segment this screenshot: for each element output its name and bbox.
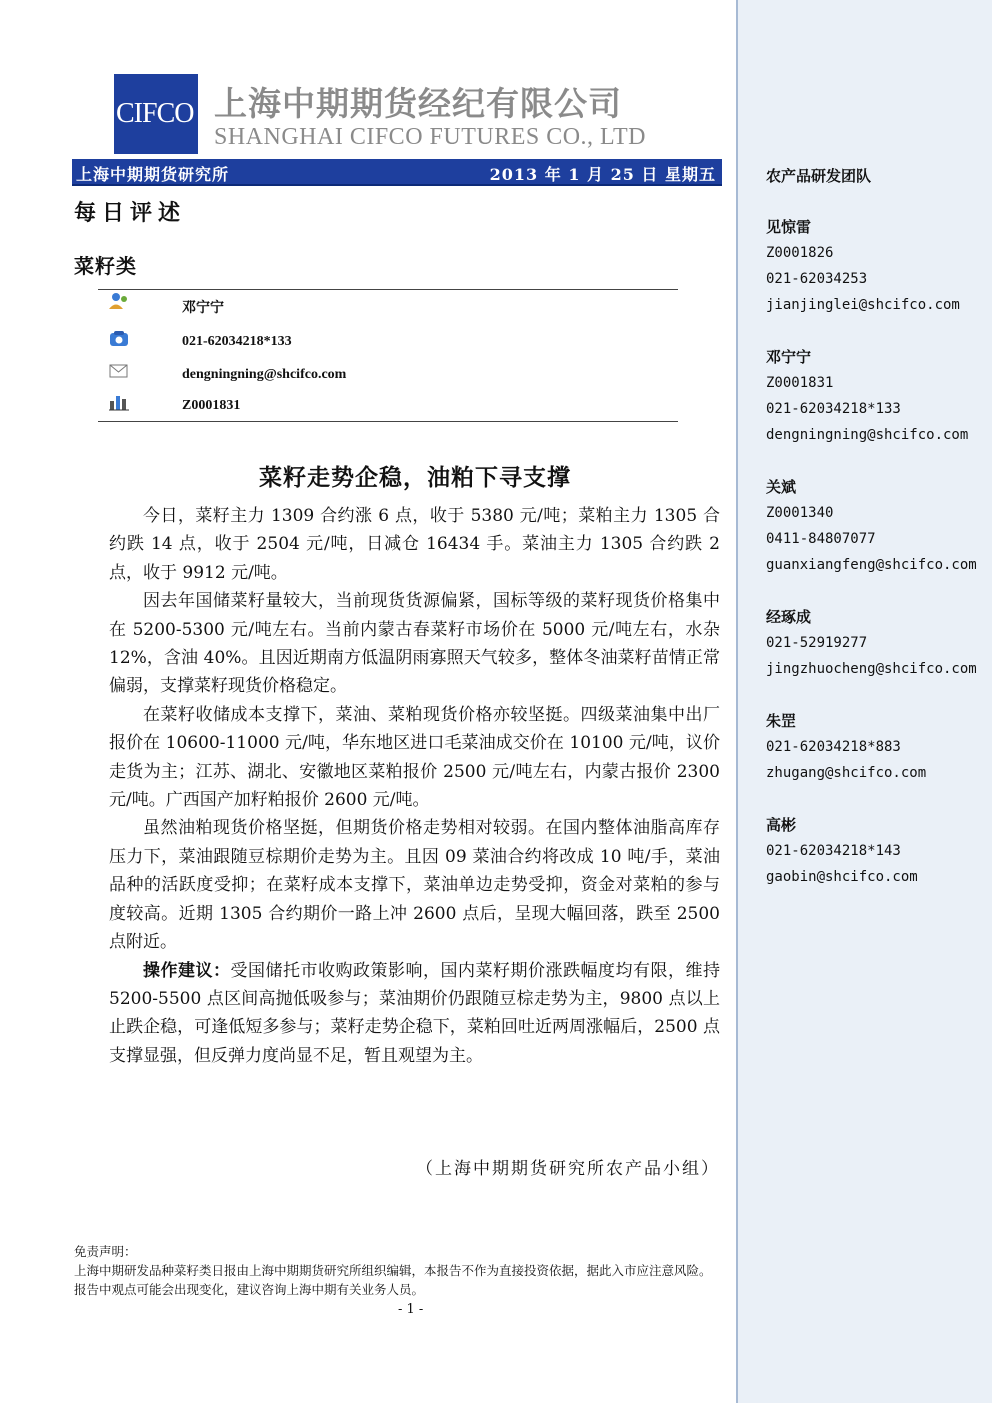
section-category: 菜籽类 (74, 254, 137, 278)
header-bar (72, 159, 722, 186)
disclaimer-title: 免责声明： (74, 1244, 137, 1259)
member-name: 关斌 (766, 478, 797, 496)
member-name: 邓宁宁 (766, 348, 812, 366)
author-bottom-divider (98, 421, 678, 422)
team-member (766, 214, 960, 318)
phone-icon (108, 330, 130, 348)
member-phone: 021-62034218*143 (766, 843, 901, 859)
member-email: gaobin@shcifco.com (766, 869, 918, 885)
team-member (766, 344, 968, 448)
paragraph: 虽然油粕现货价格坚挺，但期货价格走势相对较弱。在国内整体油脂高库存压力下，菜油跟随豆棕期价走势为主。且因 09 菜油合约将改成 10 吨/手，菜油品种的活跃度受抑；在菜籽成本支撑下，菜油单边走势受抑，资金对菜粕的参与度较高。近期 1305 合约期价一路上冲 2600 点后，呈现大幅回落，跌至 2500 点附近。 (109, 818, 720, 953)
advice-label: 操作建议： (143, 960, 231, 981)
user-icon (108, 292, 130, 310)
page-number: - 1 - (398, 1302, 424, 1317)
member-phone: 021-62034218*133 (766, 401, 901, 417)
member-email: guanxiangfeng@shcifco.com (766, 557, 977, 573)
disclaimer-text: 上海中期研发品种菜籽类日报由上海中期期货研究所组织编辑，本报告不作为直接投资依据，据此入市应注意风险。报告中观点可能会出现变化，建议咨询上海中期有关业务人员。 (74, 1263, 712, 1297)
mail-icon (108, 362, 130, 380)
advice-text: 受国储托市收购政策影响，国内菜籽期价涨跌幅度均有限，维持 5200-5500 点区间高抛低吸参与；菜油期价仍跟随豆棕走势为主，9800 点以上止跌企稳，可逢低短多参与；菜籽走势企稳下，菜粕回吐近两周涨幅后，2500 点支撑显强，但反弹力度尚显不足，暂且观望为主。 (109, 960, 720, 1066)
article-signature: （上海中期期货研究所农产品小组） (416, 1159, 720, 1179)
author-top-divider (98, 289, 678, 290)
header-org: 上海中期期货研究所 (76, 165, 230, 184)
team-member (766, 604, 977, 682)
company-logo (114, 74, 198, 154)
paragraph: 今日，菜籽主力 1309 合约涨 6 点，收于 5380 元/吨；菜粕主力 1305 合约跌 14 点，收于 2504 元/吨，日减仓 16434 手。菜油主力 1305 合约跌 2 点，收于 9912 元/吨。 (109, 506, 720, 583)
member-email: jingzhuocheng@shcifco.com (766, 661, 977, 677)
member-name: 高彬 (766, 816, 797, 834)
article-body (109, 502, 720, 1070)
paragraph: 因去年国储菜籽量较大，当前现货货源偏紧，国标等级的菜籽现货价格集中在 5200-5300 元/吨左右。当前内蒙古春菜籽市场价在 5000 元/吨左右，水杂 12%，含油 40%。且因近期南方低温阴雨寡照天气较多，整体冬油菜籽苗情正常偏弱，支撑菜籽现货价格稳定。 (109, 591, 720, 697)
member-phone: 021-62034218*883 (766, 739, 901, 755)
member-email: dengningning@shcifco.com (766, 427, 969, 443)
member-license: Z0001340 (766, 505, 834, 521)
member-license: Z0001831 (766, 375, 834, 391)
author-license: Z0001831 (182, 398, 241, 413)
paragraph: 在菜籽收储成本支撑下，菜油、菜粕现货价格亦较坚挺。四级菜油集中出厂报价在 10600-11000 元/吨，华东地区进口毛菜油成交价在 10100 元/吨，议价走货为主；江苏、湖北、安徽地区菜粕报价 2500 元/吨左右，内蒙古报价 2300 元/吨。广西国产加籽粕报价 2600 元/吨。 (109, 704, 720, 811)
team-member (766, 812, 918, 890)
member-phone: 021-52919277 (766, 635, 868, 651)
member-email: zhugang@shcifco.com (766, 765, 927, 781)
advice-paragraph (109, 957, 720, 1071)
member-name: 见惊雷 (766, 218, 812, 236)
section-title: 每日评述 (74, 200, 187, 226)
team-sidebar (736, 0, 992, 1403)
team-member (766, 474, 977, 578)
team-member (766, 708, 926, 786)
company-name-en: SHANGHAI CIFCO FUTURES CO., LTD (214, 124, 646, 150)
author-phone: 021-62034218*133 (182, 334, 292, 349)
chart-icon (108, 393, 130, 411)
author-email: dengningning@shcifco.com (182, 367, 347, 382)
article-headline: 菜籽走势企稳，油粕下寻支撑 (259, 464, 571, 491)
team-title: 农产品研发团队 (766, 167, 872, 185)
header-date: 2013 年 1 月 25 日 星期五 (489, 165, 716, 184)
logo-box-text: CIFCO (116, 98, 194, 129)
member-phone: 0411-84807077 (766, 531, 876, 547)
company-name-cn: 上海中期期货经纪有限公司 (214, 84, 622, 123)
author-name: 邓宁宁 (182, 301, 224, 316)
member-name: 朱罡 (766, 712, 797, 730)
member-email: jianjinglei@shcifco.com (766, 297, 960, 313)
member-phone: 021-62034253 (766, 271, 868, 287)
member-name: 经琢成 (766, 608, 812, 626)
member-license: Z0001826 (766, 245, 834, 261)
